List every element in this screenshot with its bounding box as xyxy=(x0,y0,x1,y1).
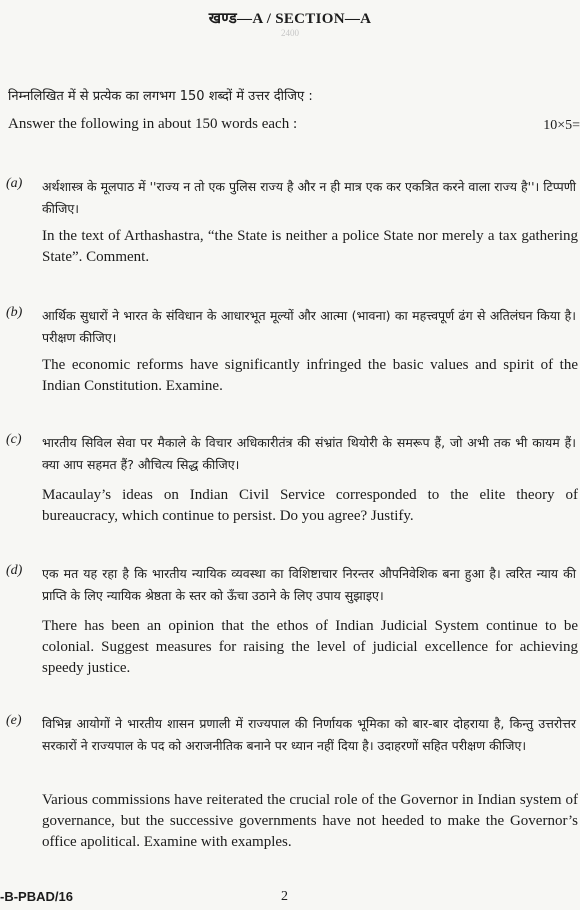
question-english-text: Various commissions have reiterated the crucial role of the Governor in Indian system of governance, but the successive governments have not heeded to make the Governor’s office apolitical. Examine with examples. xyxy=(42,792,578,850)
question-english-text: The economic reforms have significantly infringed the basic values and spirit of the Indian Constitution. Examine. xyxy=(42,357,578,394)
marks-allocation: 10×5= xyxy=(543,118,580,133)
paper-code: -B-PBAD/16 xyxy=(0,889,73,904)
question-hindi-text: अर्थशास्त्र के मूलपाठ में ''राज्य न तो एक पुलिस राज्य है और न ही मात्र एक कर एकत्रित करने वाला राज्य है''। टिप्पणी कीजिए। xyxy=(42,179,576,216)
instruction-english: Answer the following in about 150 words each : xyxy=(8,116,298,132)
question-hindi-text: भारतीय सिविल सेवा पर मैकाले के विचार अधिकारीतंत्र की संभ्रांत थियोरी के समरूप हैं, जो अभी तक भी कायम हैं। क्या आप सहमत हैं? औचित्य सिद्ध कीजिए। xyxy=(42,435,576,472)
instruction-hindi: निम्नलिखित में से प्रत्येक का लगभग 150 शब्दों में उत्तर दीजिए : xyxy=(8,89,313,104)
question-label: (d) xyxy=(6,563,23,578)
question-english-text: In the text of Arthashastra, “the State is neither a police State nor merely a tax gathering State”. Comment. xyxy=(42,228,578,265)
question-label: (b) xyxy=(6,305,23,320)
question-hindi-text: विभिन्न आयोगों ने भारतीय शासन प्रणाली में राज्यपाल की निर्णायक भूमिका को बार-बार दोहराया है, किन्तु उत्तरोत्तर सरकारों ने राज्यपाल के पद को अराजनीतिक बनाने पर ध्यान नहीं दिया है। उदाहरणों सहित परीक्षण कीजिए। xyxy=(42,716,576,753)
question-label: (a) xyxy=(6,176,23,191)
question-label: (c) xyxy=(6,432,22,447)
question-hindi-text: आर्थिक सुधारों ने भारत के संविधान के आधारभूत मूल्यों और आत्मा (भावना) का महत्त्वपूर्ण ढंग से अतिलंघन किया है। परीक्षण कीजिए। xyxy=(42,308,576,345)
question-english-text: Macaulay’s ideas on Indian Civil Service corresponded to the elite theory of bureaucracy, which continue to persist. Do you agree? Justify. xyxy=(42,487,578,524)
question-english-text: There has been an opinion that the ethos of Indian Judicial System continue to be colonial. Suggest measures for raising the level of judicial excellence for achieving speedy justice. xyxy=(42,618,578,676)
question-label: (e) xyxy=(6,713,22,728)
page-number: 2 xyxy=(281,889,288,904)
section-title: खण्ड—A / SECTION—A xyxy=(208,11,372,27)
question-hindi-text: एक मत यह रहा है कि भारतीय न्यायिक व्यवस्था का विशिष्टाचार निरन्तर औपनिवेशिक बना हुआ है। त्वरित न्याय की प्राप्ति के लिए न्यायिक श्रेष्ठता के स्तर को ऊँचा उठाने के लिए उपाय सुझाइए। xyxy=(42,566,576,603)
faint-code-text: 2400 xyxy=(281,28,299,38)
